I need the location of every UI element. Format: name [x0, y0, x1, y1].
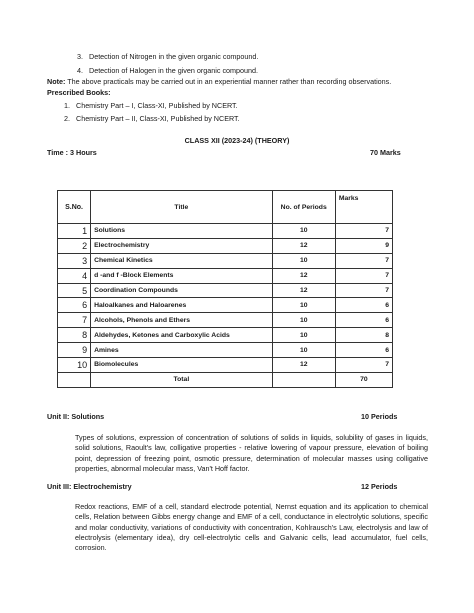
unit-3-periods: 12 Periods: [361, 482, 398, 491]
exam-time: Time : 3 Hours: [47, 148, 97, 157]
cell-periods: 12: [272, 358, 335, 373]
cell-marks: 7: [335, 253, 392, 268]
cell-marks: 7: [335, 224, 392, 239]
cell-periods: 10: [272, 253, 335, 268]
cell-sno: 9: [58, 343, 91, 358]
list-number: 1.: [64, 101, 70, 110]
cell-title: Electrochemistry: [91, 238, 273, 253]
cell-title: Solutions: [91, 224, 273, 239]
unit-2-content: Types of solutions, expression of concentration of solutions of solids in liquids, solubility of gases in liquids, solid solutions, Raoult's law, colligative properties - relative lowering of vapour pressure, elevation of boiling point, depression of freezing point, osmotic pressure, determination of molecular masses using colligative properties, abnormal molecular mass, Van't Hoff factor.: [75, 433, 428, 473]
header-title: Title: [91, 191, 273, 224]
unit-2-title: Unit II: Solutions: [47, 412, 105, 421]
syllabus-table: [57, 190, 393, 388]
header-periods: No. of Periods: [272, 191, 335, 224]
cell-marks: 9: [335, 238, 392, 253]
cell-title: Alcohols, Phenols and Ethers: [91, 313, 273, 328]
unit-3-title: Unit III: Electrochemistry: [47, 482, 132, 491]
practical-item-4: [77, 66, 258, 75]
cell-periods: 12: [272, 268, 335, 283]
cell-periods: 10: [272, 313, 335, 328]
exam-total-marks: 70 Marks: [370, 148, 401, 157]
book-item-1: [64, 101, 238, 110]
cell-periods: 10: [272, 343, 335, 358]
list-text: Detection of Halogen in the given organic compound.: [89, 66, 259, 75]
table-row: [58, 328, 393, 343]
cell-sno: 2: [58, 238, 91, 253]
practical-item-3: [77, 52, 258, 61]
cell-periods: 10: [272, 298, 335, 313]
table-row: [58, 298, 393, 313]
cell-sno: 4: [58, 268, 91, 283]
cell-marks: 6: [335, 343, 392, 358]
unit-3-content: Redox reactions, EMF of a cell, standard electrode potential, Nernst equation and its application to chemical cells, Relation between Gibbs energy change and EMF of a cell, conductance in electrolytic solutions, specific and molar conductivity, variations of conductivity with concentration, Kohlrausch's Law, electrolysis and law of electrolysis (elementary idea), dry cell-electrolytic cells and Galvanic cells, lead accumulator, fuel cells, corrosion.: [75, 502, 428, 553]
note-label: Note:: [47, 77, 66, 86]
cell-title: Coordination Compounds: [91, 283, 273, 298]
cell-sno: 6: [58, 298, 91, 313]
note: [47, 77, 391, 86]
cell-marks: 7: [335, 268, 392, 283]
cell-empty: [58, 372, 91, 387]
cell-total-label: Total: [91, 372, 273, 387]
book-item-2: [64, 114, 240, 123]
cell-periods: 12: [272, 238, 335, 253]
cell-sno: 10: [58, 358, 91, 373]
list-number: 4.: [77, 66, 83, 75]
list-number: 2.: [64, 114, 70, 123]
class-heading: CLASS XII (2023-24) (THEORY): [184, 136, 290, 145]
cell-periods: 10: [272, 328, 335, 343]
table-row: [58, 283, 393, 298]
list-text: Chemistry Part – II, Class-XI, Published by NCERT.: [76, 114, 240, 123]
cell-marks: 6: [335, 313, 392, 328]
header-sno: S.No.: [58, 191, 91, 224]
header-marks: Marks: [335, 191, 392, 224]
table-row: [58, 268, 393, 283]
cell-sno: 7: [58, 313, 91, 328]
cell-title: Haloalkanes and Haloarenes: [91, 298, 273, 313]
cell-marks: 7: [335, 283, 392, 298]
table-row: [58, 238, 393, 253]
unit-2-periods: 10 Periods: [361, 412, 398, 421]
list-text: Chemistry Part – I, Class-XI, Published by NCERT.: [76, 101, 238, 110]
cell-marks: 7: [335, 358, 392, 373]
cell-marks: 8: [335, 328, 392, 343]
cell-title: d -and f -Block Elements: [91, 268, 273, 283]
cell-sno: 1: [58, 224, 91, 239]
table-row: [58, 224, 393, 239]
cell-sno: 3: [58, 253, 91, 268]
table-row: [58, 253, 393, 268]
table-row: [58, 358, 393, 373]
table-total-row: [58, 372, 393, 387]
table-header-row: [58, 191, 393, 224]
note-text: The above practicals may be carried out in an experiential manner rather than recording observations.: [65, 77, 392, 86]
cell-periods: 12: [272, 283, 335, 298]
table-row: [58, 313, 393, 328]
table-row: [58, 343, 393, 358]
cell-marks: 6: [335, 298, 392, 313]
cell-title: Amines: [91, 343, 273, 358]
list-text: Detection of Nitrogen in the given organic compound.: [89, 52, 259, 61]
cell-total-marks: 70: [335, 372, 392, 387]
cell-title: Chemical Kinetics: [91, 253, 273, 268]
cell-title: Biomolecules: [91, 358, 273, 373]
cell-sno: 8: [58, 328, 91, 343]
cell-sno: 5: [58, 283, 91, 298]
cell-periods: 10: [272, 224, 335, 239]
list-number: 3.: [77, 52, 83, 61]
cell-empty: [272, 372, 335, 387]
prescribed-books-heading: Prescribed Books:: [47, 88, 111, 97]
cell-title: Aldehydes, Ketones and Carboxylic Acids: [91, 328, 273, 343]
